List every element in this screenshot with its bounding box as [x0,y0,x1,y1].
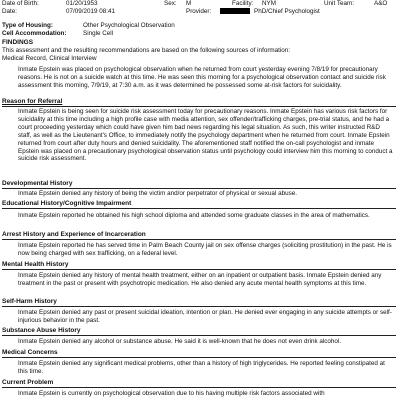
dob-value: 01/20/1953 [66,0,98,7]
section-heading-self-harm-history: Self-Harm History [2,298,396,306]
redaction-bar [220,8,250,14]
section-text-mental-health-history: Inmate Epstein denied any history of mental health treatment, either on an inpatient or outpatient basis. Inmate Epstein denied any treatment in the past or present with psychotropic medication. He also denied any acute mental health symptoms at this time. [18,272,382,287]
sex-label: Sex: [164,0,177,7]
dob-label: Date of Birth: [2,0,39,7]
section-text-developmental-history: Inmate Epstein denied any history of being the victim and/or perpetrator of physical or sexual abuse. [18,190,297,197]
section-heading-educational-history: Educational History/Cognitive Impairment [2,200,396,208]
facility-value: NYM [262,0,276,7]
cell-accommodation-row [2,30,114,38]
cell-accommodation-label: Cell Accommodation: [2,30,67,37]
provider-value: PhD/Chief Psychologist [254,8,320,15]
unit-team-label: Unit Team: [324,0,354,7]
section-heading-developmental-history: Developmental History [2,180,396,188]
findings-sources: Medical Record, Clinical Interview [2,55,97,62]
date-label: Date: [2,8,18,15]
housing-type-label: Type of Housing: [2,22,53,29]
facility-label: Facility: [232,0,254,7]
unit-team-value: A&O [374,0,388,7]
header-row-dob [2,0,398,8]
section-heading-reason-for-referral: Reason for Referral [2,98,396,106]
findings-intro: This assessment and the resulting recommendations are based on the following sources of information: [2,47,291,54]
section-text-self-harm-history: Inmate Epstein denied any past or present suicidal ideation, intention or plan. He denied ever engaging in any suicide attempts or self-injurious behavior in the past. [18,309,392,324]
section-text-current-problem: Inmate Epstein is currently on psychological observation due to his having multiple risk factors associated with [18,390,325,397]
housing-type-row [2,22,175,30]
date-value: 07/09/2019 08:41 [66,8,116,15]
housing-type-value: Other Psychological Observation [83,22,175,29]
findings-heading: FINDINGS [2,39,34,46]
section-text-medical-concerns: Inmate Epstein denied any significant medical problems, other than a history of high triglycerides. He reported feeling constipated at this time. [18,360,385,375]
header-row-date [2,8,398,16]
section-heading-medical-concerns: Medical Concerns [2,349,396,357]
section-text-substance-abuse-history: Inmate Epstein denied any alcohol or substance abuse. He said it is well-known that he does not even drink alcohol. [18,338,342,345]
section-text-reason-for-referral: Inmate Epstein is being seen for suicide risk assessment today for precautionary reasons. Inmate Epstein has various risk factors for suicidality at this time including a high profile case with media attention, sex offender/trafficking charges, pre-trial status, and he had a court proceeding yesterday which could have given him bad news regarding his legal situation. As such, this writer instructed R&D staff, as well as the Lieutenant's Office, to immediately notify the psychology department when he returned from court. Inmate Epstein returned from court after duty hours and denied suicidality. The aforementioned staff notified the on-call psychologist and inmate Epstein was placed on a precautionary psychological observation status until psychology could interview him this morning to conduct a suicide risk assessment. [18,108,393,163]
cell-accommodation-value: Single Cell [83,30,114,37]
section-text-educational-history: Inmate Epstein reported he obtained his high school diploma and attended some graduate classes in the area of mathematics. [18,212,370,219]
provider-label: Provider: [186,8,212,15]
section-heading-arrest-history: Arrest History and Experience of Incarceration [2,231,396,239]
section-text-arrest-history: Inmate Epstein reported he has served time in Palm Beach County jail on sex offense charges (soliciting prostitution) in the past. He is now being charged with sex trafficking, on a federal level. [18,242,392,257]
sex-value: M [186,0,192,7]
section-heading-substance-abuse-history: Substance Abuse History [2,327,396,335]
findings-paragraph: Inmate Epstein was placed on psychological observation when he returned from court yesterday evening 7/8/19 for precautionary reasons. He is not on a suicide watch at this time. He was seen this morning for a psychological observation contact and suicide risk assessment this morning, 7/9/19, at 7:30 a.m. as it was determined he possessed some at-risk factors for suicidality. [18,66,386,89]
section-heading-current-problem: Current Problem [2,379,396,387]
section-heading-mental-health-history: Mental Health History [2,261,396,269]
